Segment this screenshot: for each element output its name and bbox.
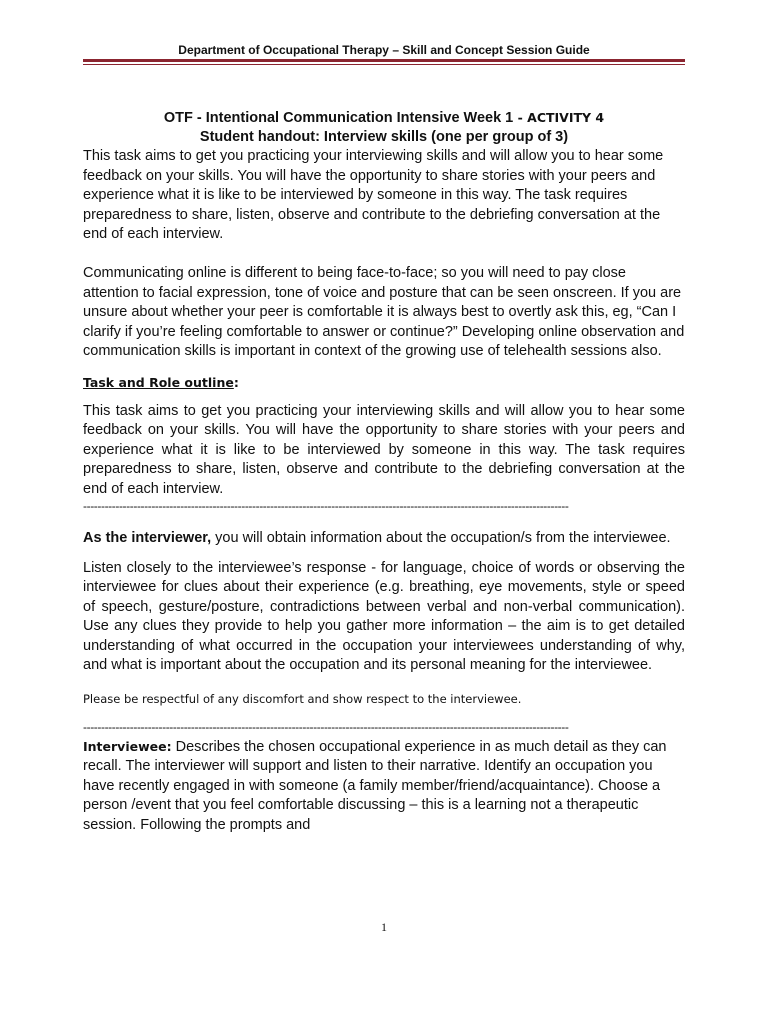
section-heading: Task and Role outline:	[83, 374, 239, 390]
interviewer-text: you will obtain information about the occupation/s from the interviewee.	[211, 530, 671, 546]
header-rule-thick	[83, 59, 685, 62]
intro-paragraph-2: Communicating online is different to being face-to-face; so you will need to pay close attention to facial expression, tone of voice and posture that can be seen onscreen. If you are unsure about whether your peer is comfortable it is always best to overtly ask this, eg, “Can I clarify if you’re feeling comfortable to answer or continue?” Developing online observation and communication skills is important in context of the growing use of telehealth sessions also.	[83, 265, 685, 359]
task-paragraph: This task aims to get you practicing your interviewing skills and will allow you to hear some feedback on your skills. You will have the opportunity to share stories with your peers and experience what it is like to be interviewed by someone in this way. The task requires preparedness to share, listen, observe and contribute to the debriefing conversation at the end of each interview.	[83, 402, 685, 497]
document-title	[83, 108, 685, 128]
document-subtitle: Student handout: Interview skills (one per group of 3)	[199, 129, 569, 145]
respect-note: Please be respectful of any discomfort and show respect to the interviewee.	[83, 691, 522, 706]
header-rule-thin	[83, 64, 685, 65]
page-number: 1	[381, 920, 387, 934]
interviewer-label: As the interviewer,	[83, 530, 212, 546]
interviewee-paragraph	[83, 737, 685, 836]
listen-paragraph: Listen closely to the interviewee’s response - for language, choice of words or observing the interviewee for clues about their experience (e.g. breathing, eye movements, style or speed of speech, gesture/posture, contradictions between verbal and non-verbal communication). Use any clues they provide to help you gather more information – the aim is to get detailed understanding of what occurred in the occupation your interviewees understanding of why, and what is important about the occupation and its personal meaning for the interviewee.	[83, 559, 685, 673]
intro-paragraph-1: This task aims to get you practicing your interviewing skills and will allow you to hear some feedback on your skills. You will have the opportunity to share stories with your peers and experience what it is like to be interviewed by someone in this way. The task requires preparedness to share, listen, observe and contribute to the debriefing conversation at the end of each interview.	[83, 148, 664, 242]
interviewer-paragraph	[83, 529, 685, 549]
page-header: Department of Occupational Therapy – Skill and Concept Session Guide	[178, 43, 590, 57]
divider-line-2: ---------------------------------------------------------------------------------------------------------------------------------------	[83, 719, 569, 734]
title-activity: - ACTIVITY 4	[513, 110, 605, 125]
title-line-1: OTF - Intentional Communication Intensive Week 1	[163, 110, 514, 126]
interviewee-text: Describes the chosen occupational experience in as much detail as they can recall. The interviewer will support and listen to their narrative. Identify an occupation you have recently engaged in with someone (a family member/friend/acquaintance). Choose a person /event that you feel comfortable discussing – this is a learning not a therapeutic session. Following the prompts and	[83, 738, 667, 833]
interviewee-label: Interviewee:	[83, 738, 172, 754]
document-body	[83, 108, 685, 835]
section-heading-text: Task and Role outline	[83, 374, 234, 390]
divider-line-1: ---------------------------------------------------------------------------------------------------------------------------------------	[83, 499, 569, 513]
